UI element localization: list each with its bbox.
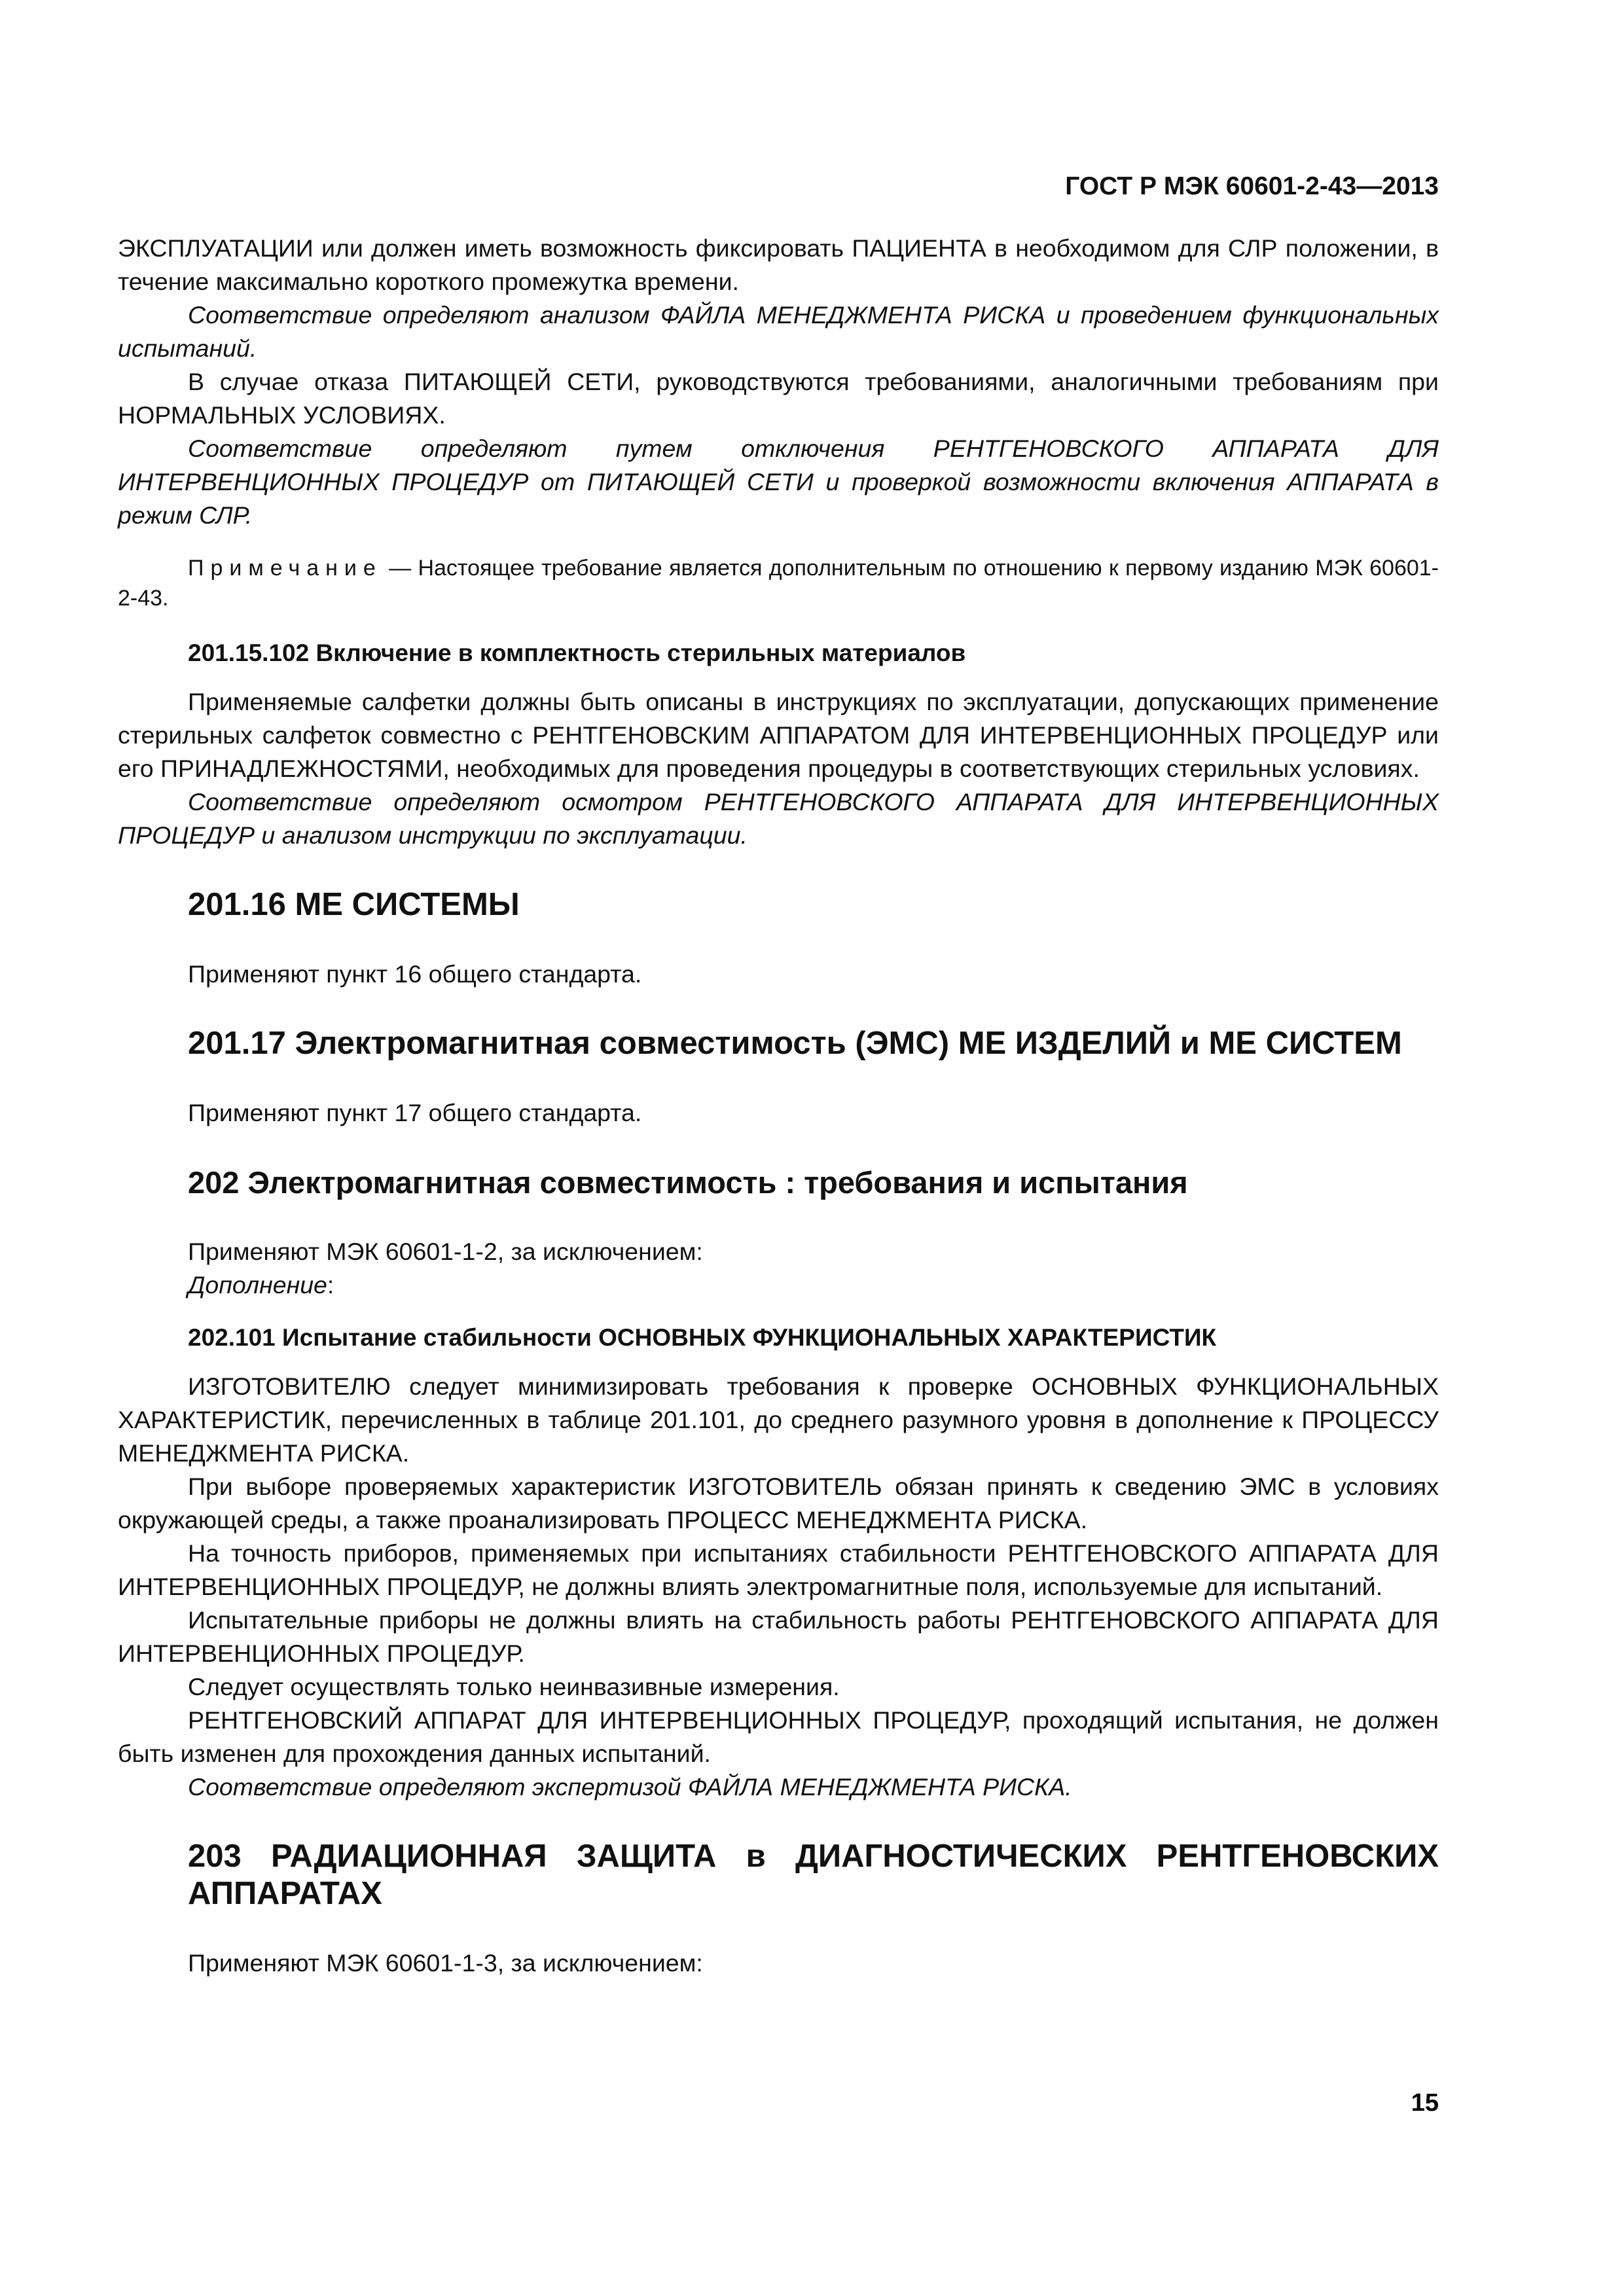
heading-202-101: 202.101 Испытание стабильности ОСНОВНЫХ ФУНКЦИОНАЛЬНЫХ ХАРАКТЕРИСТИК	[188, 1324, 1217, 1351]
addition-label-line	[118, 1268, 1439, 1302]
heading-203: 203 РАДИАЦИОННАЯ ЗАЩИТА в ДИАГНОСТИЧЕСКИХ РЕНТГЕНОВСКИХ АППАРАТАХ	[188, 1839, 1439, 1911]
heading-201-16: 201.16 МЕ СИСТЕМЫ	[188, 887, 520, 922]
compliance-paragraph-4: Соответствие определяют экспертизой ФАЙЛА МЕНЕДЖМЕНТА РИСКА.	[188, 1773, 1072, 1801]
paragraph-1: ЭКСПЛУАТАЦИИ или должен иметь возможность фиксировать ПАЦИЕНТА в необходимом для СЛР положении, в течение максимально короткого промежутка времени.	[118, 234, 1439, 295]
heading-201-17: 201.17 Электромагнитная совместимость (ЭМС) МЕ ИЗДЕЛИЙ и МЕ СИСТЕМ	[188, 1026, 1402, 1061]
addition-label: Дополнение	[188, 1271, 327, 1299]
compliance-paragraph-1: Соответствие определяют анализом ФАЙЛА МЕНЕДЖМЕНТА РИСКА и проведением функциональных испытаний.	[118, 301, 1439, 362]
note	[118, 553, 1439, 613]
paragraph-3: В случае отказа ПИТАЮЩЕЙ СЕТИ, руководствуются требованиями, аналогичными требованиям при НОРМАЛЬНЫХ УСЛОВИЯХ.	[118, 368, 1439, 429]
paragraph-18: Применяют МЭК 60601-1-3, за исключением:	[188, 1949, 703, 1977]
note-label: Примечание	[188, 556, 382, 581]
compliance-paragraph-3: Соответствие определяют осмотром РЕНТГЕНОВСКОГО АППАРАТА ДЛЯ ИНТЕРВЕНЦИОННЫХ ПРОЦЕДУР и анализом инструкции по эксплуатации.	[118, 788, 1439, 849]
heading-201-15-102: 201.15.102 Включение в комплектность стерильных материалов	[188, 639, 966, 666]
paragraph-7: Применяют пункт 16 общего стандарта.	[188, 960, 642, 988]
paragraph-5: Применяемые салфетки должны быть описаны в инструкциях по эксплуатации, допускающих применение стерильных салфеток совместно с РЕНТГЕНОВСКИМ АППАРАТОМ ДЛЯ ИНТЕРВЕНЦИОННЫХ ПРОЦЕДУР или его ПРИНАДЛЕЖНОСТЯМИ, необходимых для проведения процедуры в соответствующих стерильных условиях.	[118, 688, 1439, 782]
document-header: ГОСТ Р МЭК 60601-2-43—2013	[1065, 172, 1439, 200]
heading-202: 202 Электромагнитная совместимость : требования и испытания	[188, 1165, 1188, 1200]
note-text: — Настоящее требование является дополнительным по отношению к первому изданию МЭК 60601-2-43.	[118, 556, 1439, 611]
paragraph-9: Применяют МЭК 60601-1-2, за исключением:	[188, 1238, 703, 1265]
compliance-paragraph-2: Соответствие определяют путем отключения РЕНТГЕНОВСКОГО АППАРАТА ДЛЯ ИНТЕРВЕНЦИОННЫХ ПРОЦЕДУР от ПИТАЮЩЕЙ СЕТИ и проверкой возможности включения АППАРАТА в режим СЛР.	[118, 435, 1439, 529]
paragraph-15: Следует осуществлять только неинвазивные измерения.	[188, 1673, 840, 1700]
page-number: 15	[1411, 2089, 1439, 2117]
paragraph-13: На точность приборов, применяемых при испытаниях стабильности РЕНТГЕНОВСКОГО АППАРАТА ДЛЯ ИНТЕРВЕНЦИОННЫХ ПРОЦЕДУР, не должны влиять электромагнитные поля, используемые для испытаний.	[118, 1539, 1439, 1600]
paragraph-8: Применяют пункт 17 общего стандарта.	[188, 1099, 642, 1126]
paragraph-16: РЕНТГЕНОВСКИЙ АППАРАТ ДЛЯ ИНТЕРВЕНЦИОННЫХ ПРОЦЕДУР, проходящий испытания, не должен быть изменен для прохождения данных испытаний.	[118, 1706, 1439, 1767]
paragraph-12: При выборе проверяемых характеристик ИЗГОТОВИТЕЛЬ обязан принять к сведению ЭМС в условиях окружающей среды, а также проанализировать ПРОЦЕСС МЕНЕДЖМЕНТА РИСКА.	[118, 1473, 1439, 1534]
paragraph-11: ИЗГОТОВИТЕЛЮ следует минимизировать требования к проверке ОСНОВНЫХ ФУНКЦИОНАЛЬНЫХ ХАРАКТЕРИСТИК, перечисленных в таблице 201.101, до среднего разумного уровня в дополнение к ПРОЦЕССУ МЕНЕДЖМЕНТА РИСКА.	[118, 1372, 1439, 1467]
paragraph-14: Испытательные приборы не должны влиять на стабильность работы РЕНТГЕНОВСКОГО АППАРАТА ДЛЯ ИНТЕРВЕНЦИОННЫХ ПРОЦЕДУР.	[118, 1606, 1439, 1667]
addition-colon: :	[327, 1271, 334, 1299]
